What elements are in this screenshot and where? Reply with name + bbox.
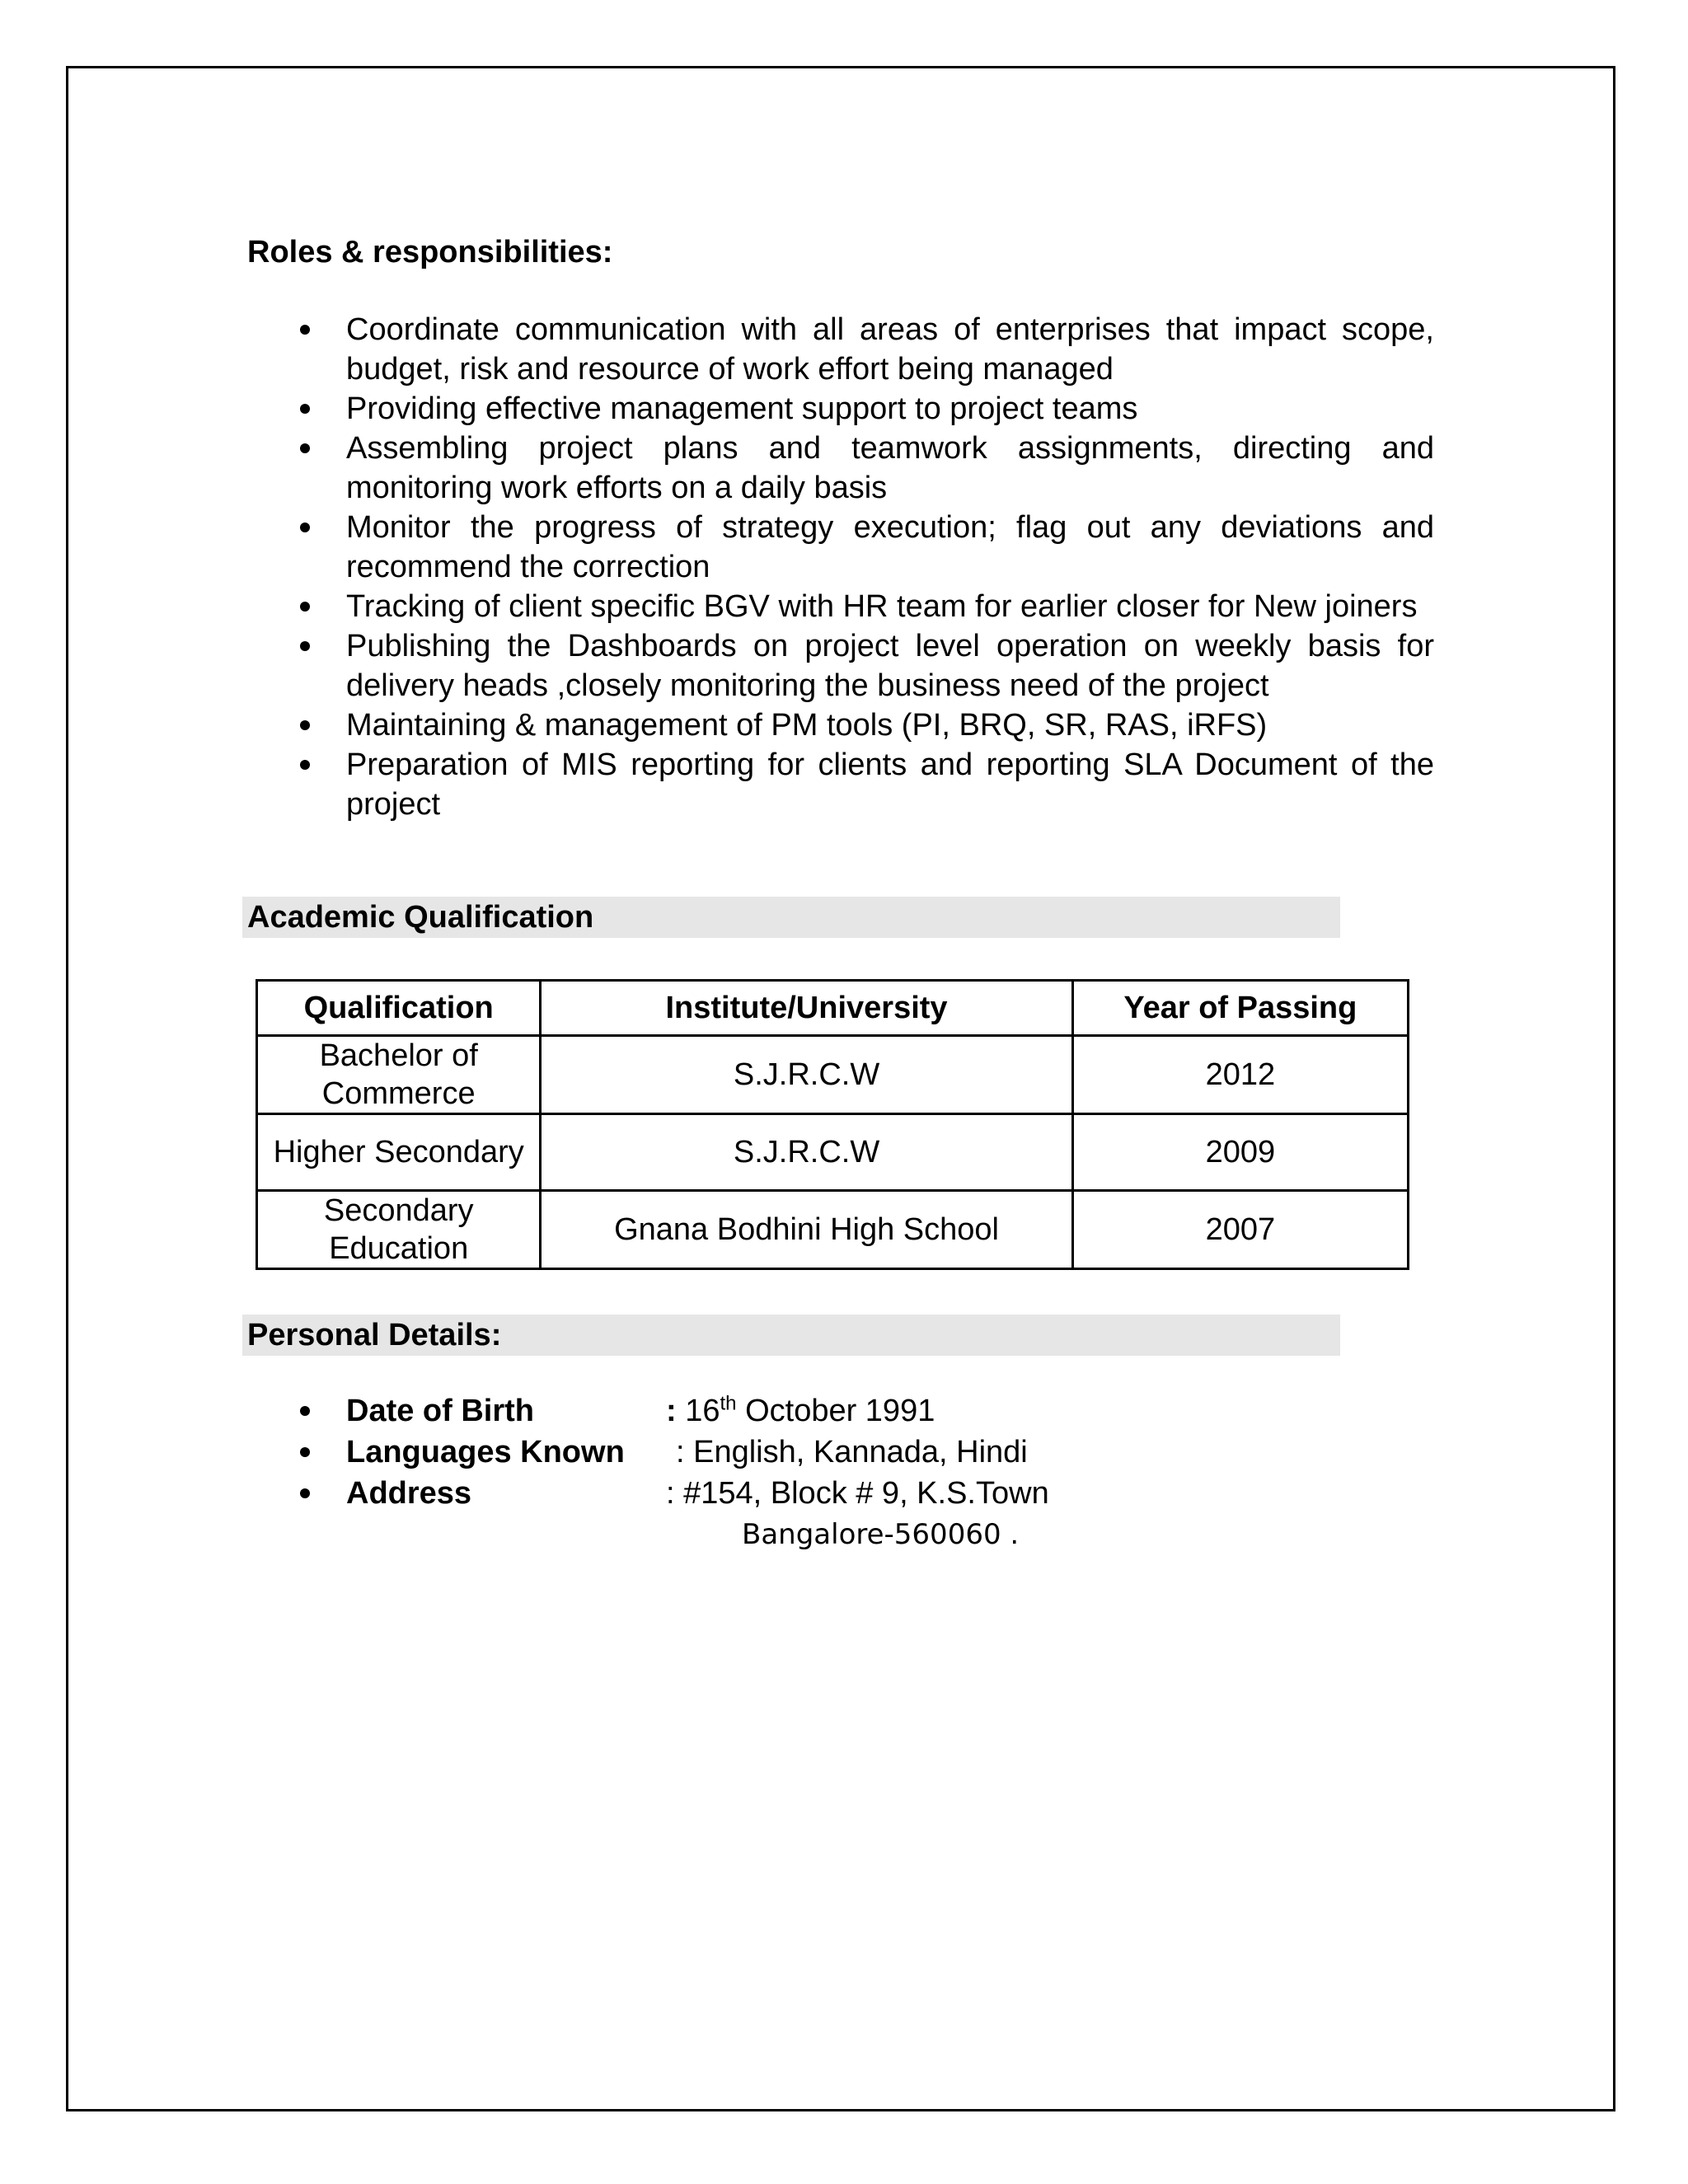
personal-heading: Personal Details: xyxy=(242,1315,1340,1356)
dob-day: 16 xyxy=(685,1394,720,1428)
address-line2: Bangalore-560060 . xyxy=(742,1518,1020,1551)
roles-list xyxy=(247,310,1434,824)
table-row xyxy=(257,1036,1409,1114)
list-item-text: Coordinate communication with all areas of enterprises that impact scope, budget, risk and resource of work effort being managed xyxy=(346,312,1434,387)
languages-label: Languages Known xyxy=(346,1435,625,1469)
languages-value: : English, Kannada, Hindi xyxy=(676,1435,1028,1469)
address-label: Address xyxy=(346,1476,472,1511)
dob-value xyxy=(666,1390,935,1432)
dob-suffix: th xyxy=(720,1392,737,1415)
resume-page-content xyxy=(247,231,1434,1563)
list-item-text: Preparation of MIS reporting for clients and reporting SLA Document of the project xyxy=(346,748,1434,822)
table-row xyxy=(257,1114,1409,1191)
academic-heading: Academic Qualification xyxy=(242,897,1340,938)
institute-cell: Gnana Bodhini High School xyxy=(541,1191,1072,1269)
year-cell: 2007 xyxy=(1072,1191,1408,1269)
address-continuation xyxy=(247,1514,1434,1563)
institute-cell: S.J.R.C.W xyxy=(541,1036,1072,1114)
bullet-icon xyxy=(300,760,310,770)
list-item xyxy=(247,429,1434,508)
dob-label: Date of Birth xyxy=(346,1394,534,1428)
bullet-icon xyxy=(300,1447,310,1457)
list-item xyxy=(247,310,1434,389)
list-item xyxy=(247,508,1434,587)
year-cell: 2009 xyxy=(1072,1114,1408,1191)
list-item-text: Assembling project plans and teamwork assignments, directing and monitoring work efforts on a daily basis xyxy=(346,431,1434,505)
table-row xyxy=(257,1191,1409,1269)
dob-rest: October 1991 xyxy=(736,1394,935,1428)
year-cell: 2012 xyxy=(1072,1036,1408,1114)
list-item xyxy=(247,745,1434,824)
bullet-icon xyxy=(300,602,310,612)
bullet-icon xyxy=(300,523,310,532)
list-item-address xyxy=(247,1473,1434,1514)
bullet-icon xyxy=(300,1406,310,1416)
bullet-icon xyxy=(300,443,310,453)
qualification-cell: Bachelor of Commerce xyxy=(257,1036,541,1114)
list-item-text: Monitor the progress of strategy execution; flag out any deviations and recommend the correction xyxy=(346,510,1434,584)
institute-cell: S.J.R.C.W xyxy=(541,1114,1072,1191)
column-header-year: Year of Passing xyxy=(1072,981,1408,1036)
bullet-icon xyxy=(300,404,310,414)
qualification-cell: Higher Secondary xyxy=(257,1114,541,1191)
table-header-row xyxy=(257,981,1409,1036)
list-item xyxy=(247,626,1434,705)
qualification-table xyxy=(256,979,1409,1270)
list-item-text: Tracking of client specific BGV with HR team for earlier closer for New joiners xyxy=(346,589,1418,624)
bullet-icon xyxy=(300,1488,310,1498)
list-item-text: Maintaining & management of PM tools (PI, BRQ, SR, RAS, iRFS) xyxy=(346,708,1268,743)
list-item-text: Publishing the Dashboards on project level operation on weekly basis for delivery heads ,closely monitoring the business need of the project xyxy=(346,629,1434,703)
bullet-icon xyxy=(300,720,310,730)
column-header-qualification: Qualification xyxy=(257,981,541,1036)
qualification-cell: Secondary Education xyxy=(257,1191,541,1269)
bullet-icon xyxy=(300,325,310,335)
roles-heading: Roles & responsibilities: xyxy=(247,235,613,269)
column-header-institute: Institute/University xyxy=(541,981,1072,1036)
list-item xyxy=(247,389,1434,429)
dob-colon: : xyxy=(666,1394,686,1428)
list-item xyxy=(247,587,1434,626)
address-line1: : #154, Block # 9, K.S.Town xyxy=(666,1476,1049,1511)
list-item-dob xyxy=(247,1390,1434,1432)
list-item xyxy=(247,705,1434,745)
personal-details-list xyxy=(247,1390,1434,1514)
list-item-text: Providing effective management support to project teams xyxy=(346,391,1138,426)
list-item-languages xyxy=(247,1432,1434,1473)
bullet-icon xyxy=(300,641,310,651)
